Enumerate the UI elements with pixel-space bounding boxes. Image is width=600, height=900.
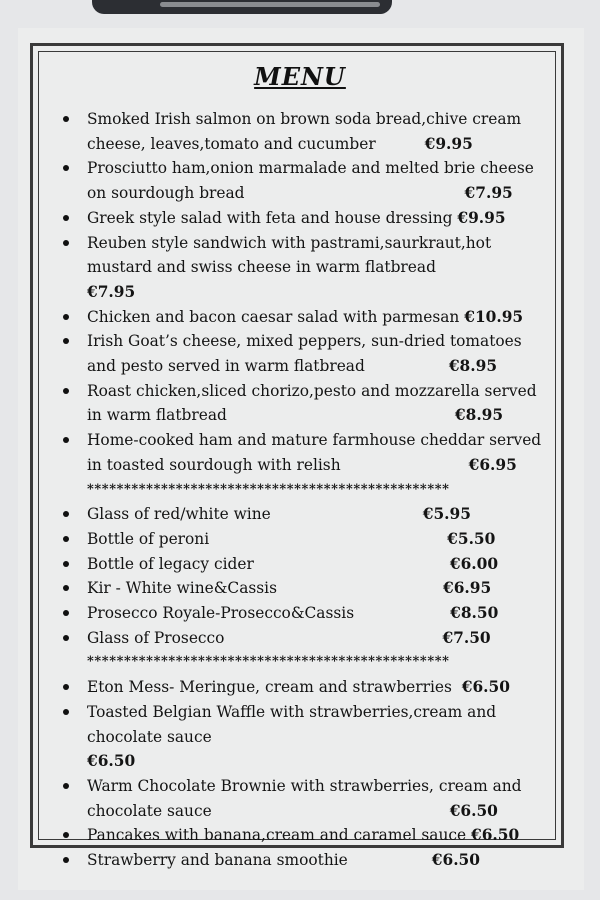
item-price: €5.50 [447,529,496,548]
bullet-icon [63,684,69,690]
bullet-icon [63,585,69,591]
menu-item [60,527,550,552]
item-price: €8.95 [448,357,498,376]
item-text: Kir - White wine&Cassis [87,579,277,598]
menu-item [60,107,550,156]
item-price: €6.50 [461,678,510,697]
item-text: Chicken and bacon caesar salad with parmesan [87,307,460,326]
section-separator: ************************************************* [87,654,450,670]
item-price: €6.95 [443,579,492,598]
menu-item [60,848,550,873]
item-text: Greek style salad with feta and house dressing [87,208,453,227]
item-price: €9.95 [457,208,506,227]
item-price: €6.50 [87,752,136,771]
item-text: Roast chicken,sliced chorizo,pesto and mozzarella served in warm flatbread [87,381,537,425]
menu-list [60,107,550,873]
item-text: Reuben style sandwich with pastrami,saurkraut,hot mustard and swiss cheese in warm flatbread [87,233,492,277]
item-text: Glass of Prosecco [87,628,225,647]
item-text: Warm Chocolate Brownie with strawberries, cream and chocolate sauce [87,776,522,820]
bullet-icon [63,240,69,246]
menu-title: MENU [254,62,346,91]
item-price: €7.95 [87,282,136,301]
bullet-icon [63,783,69,789]
item-price: €9.95 [424,134,473,153]
bullet-icon [63,511,69,517]
item-price: €8.95 [454,406,504,425]
item-price: €10.95 [464,307,524,326]
item-text: Bottle of peroni [87,529,210,548]
bullet-icon [63,709,69,715]
bullet-icon [63,832,69,838]
section-separator: ************************************************* [87,481,450,497]
bullet-icon [63,437,69,443]
menu-item [60,305,550,330]
bullet-icon [63,338,69,344]
menu-item [60,576,550,601]
item-text: Prosecco Royale-Prosecco&Cassis [87,604,355,623]
item-text: Smoked Irish salmon on brown soda bread,chive cream cheese, leaves,tomato and cucumber [87,110,522,153]
item-price: €8.50 [450,604,499,623]
bullet-icon [63,165,69,171]
item-text: Eton Mess- Meringue, cream and strawberries [87,678,452,697]
item-text: Prosciutto ham,onion marmalade and melted brie cheese on sourdough bread [87,159,534,203]
item-price: €7.50 [442,628,491,647]
bullet-icon [63,610,69,616]
item-text: Home-cooked ham and mature farmhouse cheddar served in toasted sourdough with relish [87,431,542,474]
item-text: Bottle of legacy cider [87,554,254,573]
item-text: Pancakes with banana,cream and caramel sauce [87,826,467,845]
menu-item [60,231,550,305]
bullet-icon [63,215,69,221]
menu-item [60,502,550,527]
menu-item [60,774,550,823]
bullet-icon [63,314,69,320]
menu-item [60,675,550,700]
menu-item [60,329,550,378]
bullet-icon [63,536,69,542]
item-text: Toasted Belgian Waffle with strawberries,cream and chocolate sauce [87,702,497,746]
item-text: Glass of red/white wine [87,505,271,524]
menu-item [60,156,550,205]
menu-item [60,823,550,848]
item-price: €6.50 [471,826,520,845]
bullet-icon [63,561,69,567]
item-price: €5.95 [422,505,471,524]
item-price: €7.95 [464,184,513,203]
menu-item [60,601,550,626]
menu-item [60,206,550,231]
menu-item [60,626,550,651]
item-text: Strawberry and banana smoothie [87,851,348,870]
item-price: €6.50 [431,851,480,870]
clipboard-clip-shine [160,2,380,7]
bullet-icon [63,635,69,641]
item-text: Irish Goat’s cheese, mixed peppers, sun-dried tomatoes and pesto served in warm flatbread [87,332,522,376]
bullet-icon [63,388,69,394]
menu-item [60,700,550,774]
menu-item [60,552,550,577]
bullet-icon [63,116,69,122]
menu-item [60,428,550,477]
item-price: €6.50 [449,801,498,820]
item-price: €6.95 [468,455,517,474]
menu-item [60,379,550,428]
item-price: €6.00 [449,554,499,573]
bullet-icon [63,857,69,863]
